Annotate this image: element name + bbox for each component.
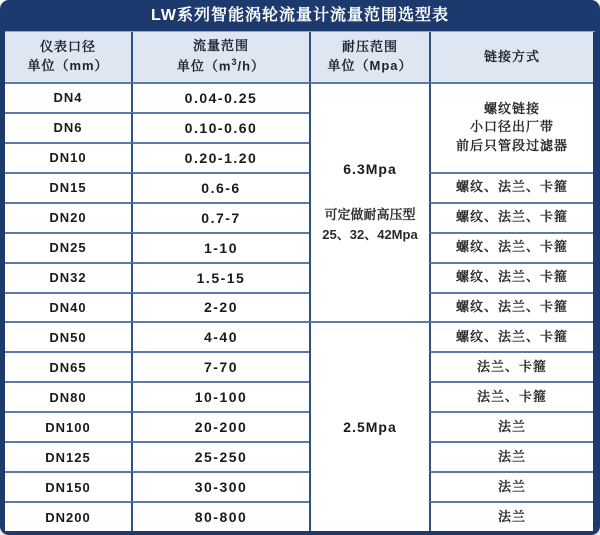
header-pressure-range [309, 32, 429, 82]
flow-range-cell: 1-10 [131, 232, 309, 262]
header-line: 仪表口径 [39, 39, 96, 55]
header-line: 流量范围 [192, 38, 249, 54]
flow-range-cell: 4-40 [131, 321, 309, 351]
flow-range-cell: 2-20 [131, 292, 309, 322]
connection-cell: 法兰 [429, 471, 593, 501]
dn-cell: DN10 [5, 142, 131, 172]
header-line: 单位（Mpa） [327, 58, 413, 73]
connection-cell: 螺纹、法兰、卡箍 [429, 202, 593, 232]
connection-cell: 法兰 [429, 501, 593, 531]
connection-note: 螺纹链接 小口径出厂带 前后只管段过滤器 [455, 100, 568, 154]
dn-cell: DN150 [5, 471, 131, 501]
flow-range-cell: 0.04-0.25 [131, 82, 309, 112]
connection-cell-merged [429, 82, 593, 172]
header-line: 单位$(m^3/h)$ [176, 57, 266, 74]
connection-cell: 法兰 [429, 441, 593, 471]
flow-range-cell: 25-250 [131, 441, 309, 471]
pressure-value: 6.3Mpa [343, 161, 397, 178]
flow-range-cell: 80-800 [131, 501, 309, 531]
connection-cell: 螺纹、法兰、卡箍 [429, 232, 593, 262]
flow-range-cell: 1.5-15 [131, 262, 309, 292]
dn-cell: DN50 [5, 321, 131, 351]
connection-cell: 法兰、卡箍 [429, 351, 593, 381]
flow-range-cell: 0.7-7 [131, 202, 309, 232]
connection-cell: 螺纹、法兰、卡箍 [429, 292, 593, 322]
dn-cell: DN65 [5, 351, 131, 381]
connection-cell: 螺纹、法兰、卡箍 [429, 262, 593, 292]
dn-cell: DN100 [5, 411, 131, 441]
dn-cell: DN4 [5, 82, 131, 112]
flow-range-cell: 0.10-0.60 [131, 112, 309, 142]
flow-range-cell: 0.6-6 [131, 172, 309, 202]
connection-cell: 螺纹、法兰、卡箍 [429, 321, 593, 351]
flow-range-cell: 7-70 [131, 351, 309, 381]
pressure-note: 可定做耐高压型 25、32、42Mpa [322, 207, 418, 242]
dn-cell: DN125 [5, 441, 131, 471]
pressure-cell-high [309, 82, 429, 321]
connection-cell: 法兰、卡箍 [429, 381, 593, 411]
header-line: 耐压范围 [341, 39, 398, 55]
header-line: 单位（mm） [27, 58, 109, 73]
dn-cell: DN40 [5, 292, 131, 322]
dn-cell: DN20 [5, 202, 131, 232]
flow-range-cell: 20-200 [131, 411, 309, 441]
header-flow-range [131, 32, 309, 82]
dn-cell: DN80 [5, 381, 131, 411]
header-line: 链接方式 [483, 48, 540, 64]
header-meter-diameter [5, 32, 131, 82]
header-connection-type [429, 32, 593, 82]
dn-cell: DN15 [5, 172, 131, 202]
flow-range-cell: 30-300 [131, 471, 309, 501]
connection-cell: 法兰 [429, 411, 593, 441]
dn-cell: DN200 [5, 501, 131, 531]
selection-table [5, 32, 593, 531]
pressure-value: 2.5Mpa [343, 419, 397, 436]
table-title: LW系列智能涡轮流量计流量范围选型表 [5, 0, 595, 32]
connection-cell: 螺纹、法兰、卡箍 [429, 172, 593, 202]
dn-cell: DN25 [5, 232, 131, 262]
dn-cell: DN6 [5, 112, 131, 142]
pressure-cell-low [309, 321, 429, 531]
flow-range-cell: 10-100 [131, 381, 309, 411]
flow-range-cell: 0.20-1.20 [131, 142, 309, 172]
dn-cell: DN32 [5, 262, 131, 292]
